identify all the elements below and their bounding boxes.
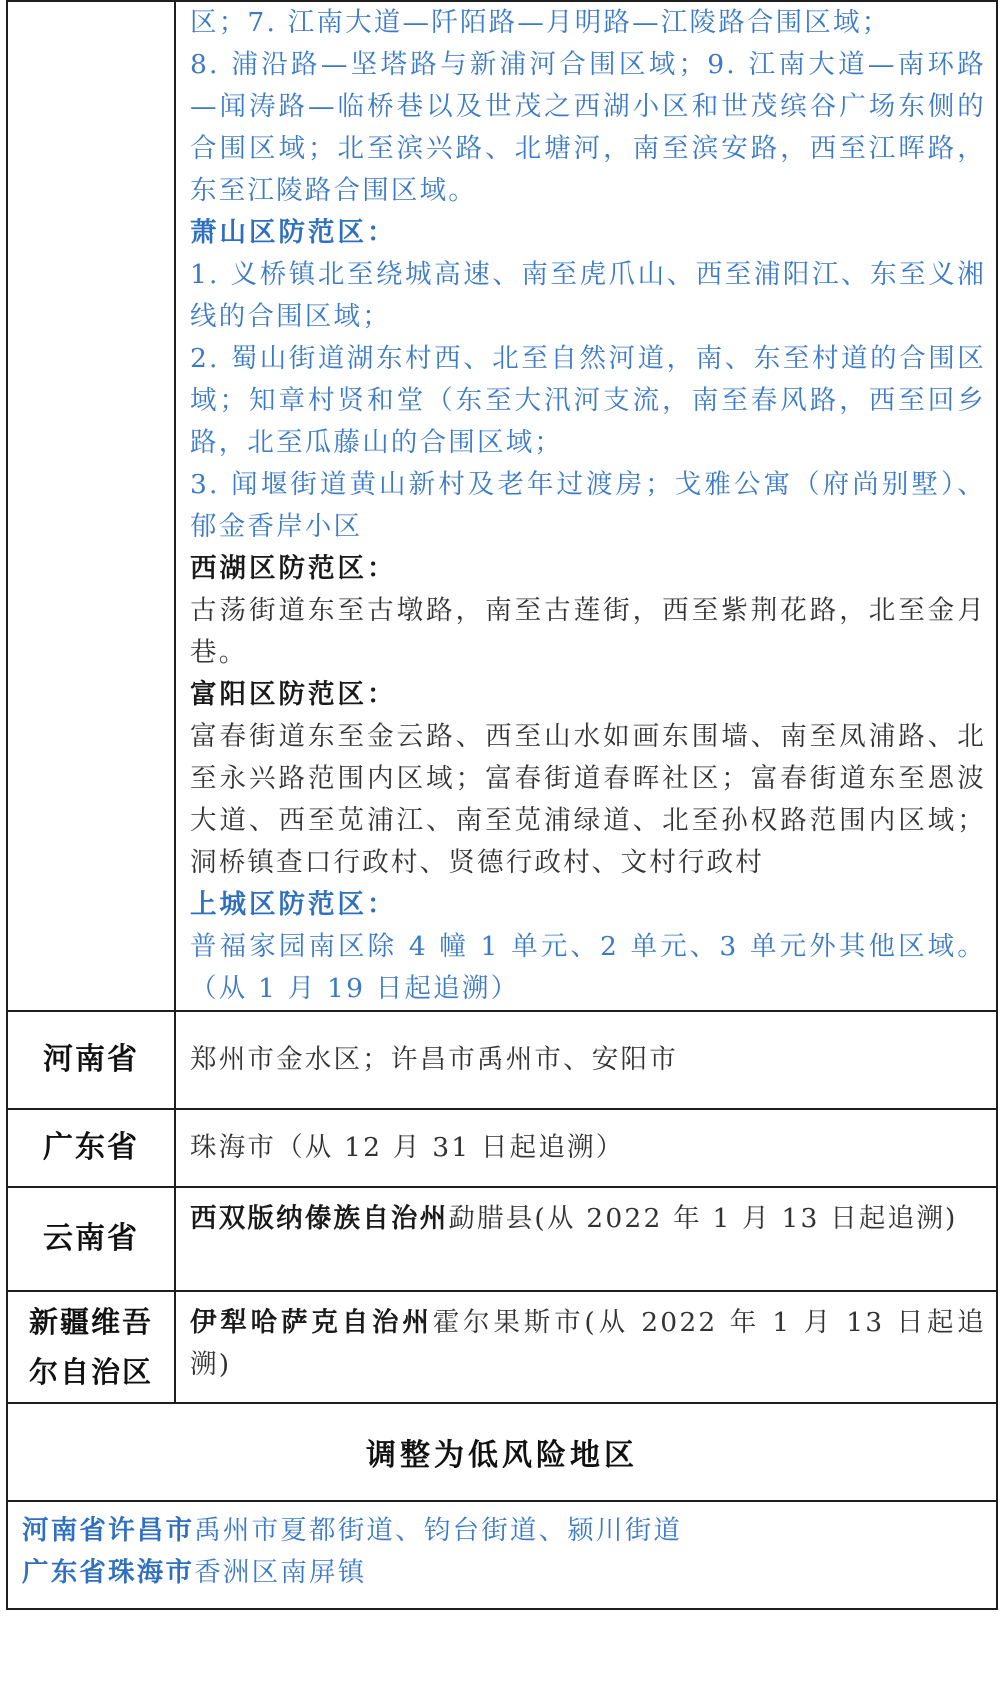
hangzhou-tail-line-2: 8. 浦沿路—坚塔路与新浦河合围区域；9. 江南大道—南环路—闻涛路—临桥巷以及世茂之西湖小区和世茂缤谷广场东侧的合围区域；北至滨兴路、北塘河，南至滨安路，西至江晖路，东至江陵路合围区域。 [190,49,986,206]
low-risk-item-2-prefix: 广东省珠海市 [22,1557,195,1588]
low-risk-item-1 [22,1510,986,1552]
xihu-heading: 西湖区防范区： [190,553,397,584]
low-risk-item-1-text: 禹州市夏都街道、钧台街道、颍川街道 [194,1515,683,1546]
risk-area-table-sheet [6,0,996,1684]
xiaoshan-item-1: 1. 义桥镇北至绕城高速、南至虎爪山、西至浦阳江、东至义湘线的合围区域； [190,259,986,332]
fuyang-text: 富春街道东至金云路、西至山水如画东围墙、南至凤浦路、北至永兴路范围内区域；富春街道春晖社区；富春街道东至恩波大道、西至苋浦江、南至苋浦绿道、北至孙权路范围内区域；洞桥镇查口行政村、贤德行政村、文村行政村 [190,721,986,878]
xiaoshan-heading: 萧山区防范区： [190,217,397,248]
xinjiang-bold-prefix: 伊犁哈萨克自治州 [190,1307,433,1338]
table-row-guangdong [7,1109,997,1187]
low-risk-title: 调整为低风险地区 [7,1403,997,1501]
risk-area-table [6,0,998,1610]
shangcheng-heading: 上城区防范区： [190,889,397,920]
table-row-xinjiang [7,1291,997,1403]
henan-text: 郑州市金水区；许昌市禹州市、安阳市 [190,1044,678,1075]
province-guangdong: 广东省 [7,1109,175,1187]
yunnan-content [175,1187,997,1291]
yunnan-bold-prefix: 西双版纳傣族自治州 [190,1203,449,1234]
xinjiang-content [175,1291,997,1403]
shangcheng-text: 普福家园南区除 4 幢 1 单元、2 单元、3 单元外其他区域。（从 1 月 19 日起追溯） [190,931,986,1004]
low-risk-item-2-text: 香洲区南屏镇 [194,1557,367,1588]
hangzhou-tail-line-1: 区；7. 江南大道—阡陌路—月明路—江陵路合围区域； [190,7,891,38]
low-risk-list-cell [7,1501,997,1609]
guangdong-text: 珠海市（从 12 月 31 日起追溯） [190,1132,625,1163]
table-row-zhejiang-continued [7,1,997,1011]
table-row-yunnan [7,1187,997,1291]
fuyang-heading: 富阳区防范区： [190,679,397,710]
henan-content [175,1011,997,1109]
province-cell-empty [7,1,175,1011]
guangdong-content [175,1109,997,1187]
table-row-low-risk-title [7,1403,997,1501]
yunnan-text: 勐腊县(从 2022 年 1 月 13 日起追溯) [448,1203,958,1234]
table-row-henan [7,1011,997,1109]
xiaoshan-item-3: 3. 闻堰街道黄山新村及老年过渡房；戈雅公寓（府尚别墅）、郁金香岸小区 [190,469,986,542]
zhejiang-content-cell [175,1,997,1011]
low-risk-item-1-prefix: 河南省许昌市 [22,1515,195,1546]
province-xinjiang: 新疆维吾尔自治区 [7,1291,175,1403]
xiaoshan-item-2: 2. 蜀山街道湖东村西、北至自然河道，南、东至村道的合围区域；知章村贤和堂（东至大汛河支流，南至春风路，西至回乡路，北至瓜藤山的合围区域； [190,343,986,458]
xinjiang-text: 霍尔果斯市(从 2022 年 1 月 13 日起追溯) [190,1307,986,1380]
low-risk-item-2 [22,1552,986,1594]
xihu-text: 古荡街道东至古墩路，南至古莲街，西至紫荆花路，北至金月巷。 [190,595,986,668]
province-henan: 河南省 [7,1011,175,1109]
table-row-low-risk-list [7,1501,997,1609]
province-yunnan: 云南省 [7,1187,175,1291]
